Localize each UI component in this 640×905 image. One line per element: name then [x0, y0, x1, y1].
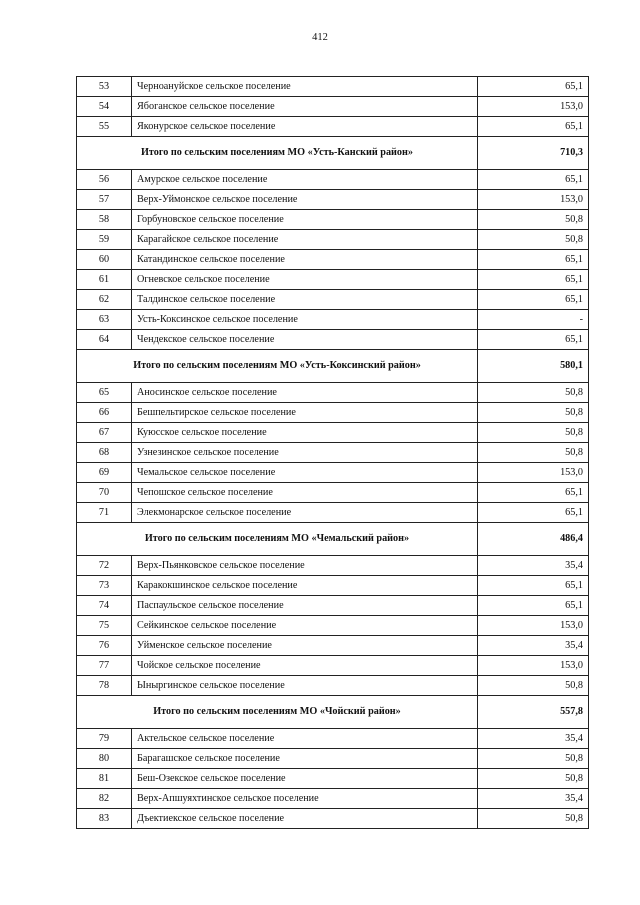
row-value: 50,8: [478, 749, 589, 769]
row-number: 64: [77, 330, 132, 350]
row-value: 153,0: [478, 97, 589, 117]
row-value: 50,8: [478, 230, 589, 250]
settlement-name: Аносинское сельское поселение: [132, 383, 478, 403]
row-number: 63: [77, 310, 132, 330]
settlement-name: Верх-Пьянковское сельское поселение: [132, 556, 478, 576]
settlement-name: Верх-Апшуяхтинское сельское поселение: [132, 789, 478, 809]
row-number: 69: [77, 463, 132, 483]
subtotal-label: Итого по сельским поселениям МО «Усть-Канский район»: [77, 137, 478, 170]
settlement-name: Актельское сельское поселение: [132, 729, 478, 749]
settlement-name: Верх-Уймонское сельское поселение: [132, 190, 478, 210]
row-value: 65,1: [478, 330, 589, 350]
table-row: [77, 769, 589, 789]
row-number: 65: [77, 383, 132, 403]
subtotal-row: [77, 523, 589, 556]
table-row: [77, 230, 589, 250]
settlement-name: Черноануйское сельское поселение: [132, 77, 478, 97]
row-value: 153,0: [478, 616, 589, 636]
table-row: [77, 383, 589, 403]
table-row: [77, 809, 589, 829]
table-row: [77, 729, 589, 749]
row-value: 35,4: [478, 789, 589, 809]
row-value: 50,8: [478, 210, 589, 230]
row-value: 35,4: [478, 636, 589, 656]
row-number: 83: [77, 809, 132, 829]
settlement-name: Беш-Озекское сельское поселение: [132, 769, 478, 789]
table-row: [77, 97, 589, 117]
table-row: [77, 463, 589, 483]
row-value: 50,8: [478, 383, 589, 403]
settlement-name: Сейкинское сельское поселение: [132, 616, 478, 636]
row-value: 65,1: [478, 503, 589, 523]
table-row: [77, 676, 589, 696]
row-value: 65,1: [478, 250, 589, 270]
row-number: 60: [77, 250, 132, 270]
page-number: 412: [312, 32, 328, 43]
row-number: 62: [77, 290, 132, 310]
table-row: [77, 616, 589, 636]
row-number: 53: [77, 77, 132, 97]
settlement-name: Усть-Коксинское сельское поселение: [132, 310, 478, 330]
settlement-name: Куюсское сельское поселение: [132, 423, 478, 443]
row-value: -: [478, 310, 589, 330]
table-row: [77, 483, 589, 503]
table-row: [77, 210, 589, 230]
table-row: [77, 270, 589, 290]
row-number: 61: [77, 270, 132, 290]
table-row: [77, 190, 589, 210]
row-number: 67: [77, 423, 132, 443]
row-value: 50,8: [478, 443, 589, 463]
table-row: [77, 503, 589, 523]
settlement-name: Чемальское сельское поселение: [132, 463, 478, 483]
row-value: 65,1: [478, 270, 589, 290]
row-value: 153,0: [478, 463, 589, 483]
subtotal-label: Итого по сельским поселениям МО «Чойский район»: [77, 696, 478, 729]
row-number: 78: [77, 676, 132, 696]
row-value: 50,8: [478, 809, 589, 829]
row-value: 35,4: [478, 556, 589, 576]
settlement-name: Чендекское сельское поселение: [132, 330, 478, 350]
subtotal-row: [77, 137, 589, 170]
row-value: 65,1: [478, 170, 589, 190]
row-number: 58: [77, 210, 132, 230]
row-value: 65,1: [478, 596, 589, 616]
subtotal-value: 557,8: [478, 696, 589, 729]
settlement-name: Яконурское сельское поселение: [132, 117, 478, 137]
settlement-name: Горбуновское сельское поселение: [132, 210, 478, 230]
table-row: [77, 556, 589, 576]
settlement-name: Ыныргинское сельское поселение: [132, 676, 478, 696]
table-row: [77, 310, 589, 330]
row-number: 79: [77, 729, 132, 749]
settlement-name: Бешпельтирское сельское поселение: [132, 403, 478, 423]
row-number: 55: [77, 117, 132, 137]
table-row: [77, 636, 589, 656]
row-number: 68: [77, 443, 132, 463]
settlement-name: Барагашское сельское поселение: [132, 749, 478, 769]
subtotal-row: [77, 350, 589, 383]
row-value: 65,1: [478, 290, 589, 310]
row-value: 65,1: [478, 77, 589, 97]
settlement-name: Амурское сельское поселение: [132, 170, 478, 190]
row-number: 56: [77, 170, 132, 190]
settlement-name: Уйменское сельское поселение: [132, 636, 478, 656]
row-value: 153,0: [478, 656, 589, 676]
settlement-name: Карагайское сельское поселение: [132, 230, 478, 250]
table-row: [77, 250, 589, 270]
table-row: [77, 290, 589, 310]
row-value: 50,8: [478, 769, 589, 789]
row-value: 50,8: [478, 403, 589, 423]
row-value: 50,8: [478, 423, 589, 443]
settlements-table: [76, 76, 589, 829]
subtotal-label: Итого по сельским поселениям МО «Чемальский район»: [77, 523, 478, 556]
row-value: 65,1: [478, 576, 589, 596]
settlement-name: Дъектиекское сельское поселение: [132, 809, 478, 829]
row-number: 66: [77, 403, 132, 423]
table-row: [77, 170, 589, 190]
row-number: 77: [77, 656, 132, 676]
row-number: 71: [77, 503, 132, 523]
settlement-name: Катандинское сельское поселение: [132, 250, 478, 270]
settlements-table-body: [77, 77, 589, 829]
row-value: 65,1: [478, 483, 589, 503]
subtotal-row: [77, 696, 589, 729]
row-number: 59: [77, 230, 132, 250]
row-number: 76: [77, 636, 132, 656]
table-row: [77, 330, 589, 350]
settlement-name: Талдинское сельское поселение: [132, 290, 478, 310]
settlement-name: Элекмонарское сельское поселение: [132, 503, 478, 523]
subtotal-value: 486,4: [478, 523, 589, 556]
row-value: 65,1: [478, 117, 589, 137]
table-row: [77, 117, 589, 137]
table-row: [77, 403, 589, 423]
subtotal-value: 710,3: [478, 137, 589, 170]
settlement-name: Каракокшинское сельское поселение: [132, 576, 478, 596]
subtotal-label: Итого по сельским поселениям МО «Усть-Коксинский район»: [77, 350, 478, 383]
table-row: [77, 576, 589, 596]
row-number: 81: [77, 769, 132, 789]
row-value: 153,0: [478, 190, 589, 210]
settlement-name: Узнезинское сельское поселение: [132, 443, 478, 463]
settlement-name: Ябоганское сельское поселение: [132, 97, 478, 117]
table-row: [77, 596, 589, 616]
table-row: [77, 749, 589, 769]
row-value: 50,8: [478, 676, 589, 696]
row-number: 72: [77, 556, 132, 576]
row-number: 57: [77, 190, 132, 210]
subtotal-value: 580,1: [478, 350, 589, 383]
row-number: 70: [77, 483, 132, 503]
settlement-name: Огневское сельское поселение: [132, 270, 478, 290]
row-number: 82: [77, 789, 132, 809]
row-number: 80: [77, 749, 132, 769]
row-number: 74: [77, 596, 132, 616]
settlement-name: Паспаульское сельское поселение: [132, 596, 478, 616]
table-row: [77, 423, 589, 443]
settlement-name: Чойское сельское поселение: [132, 656, 478, 676]
table-row: [77, 443, 589, 463]
settlement-name: Чепошское сельское поселение: [132, 483, 478, 503]
row-value: 35,4: [478, 729, 589, 749]
table-row: [77, 789, 589, 809]
row-number: 75: [77, 616, 132, 636]
row-number: 73: [77, 576, 132, 596]
table-row: [77, 77, 589, 97]
table-row: [77, 656, 589, 676]
row-number: 54: [77, 97, 132, 117]
